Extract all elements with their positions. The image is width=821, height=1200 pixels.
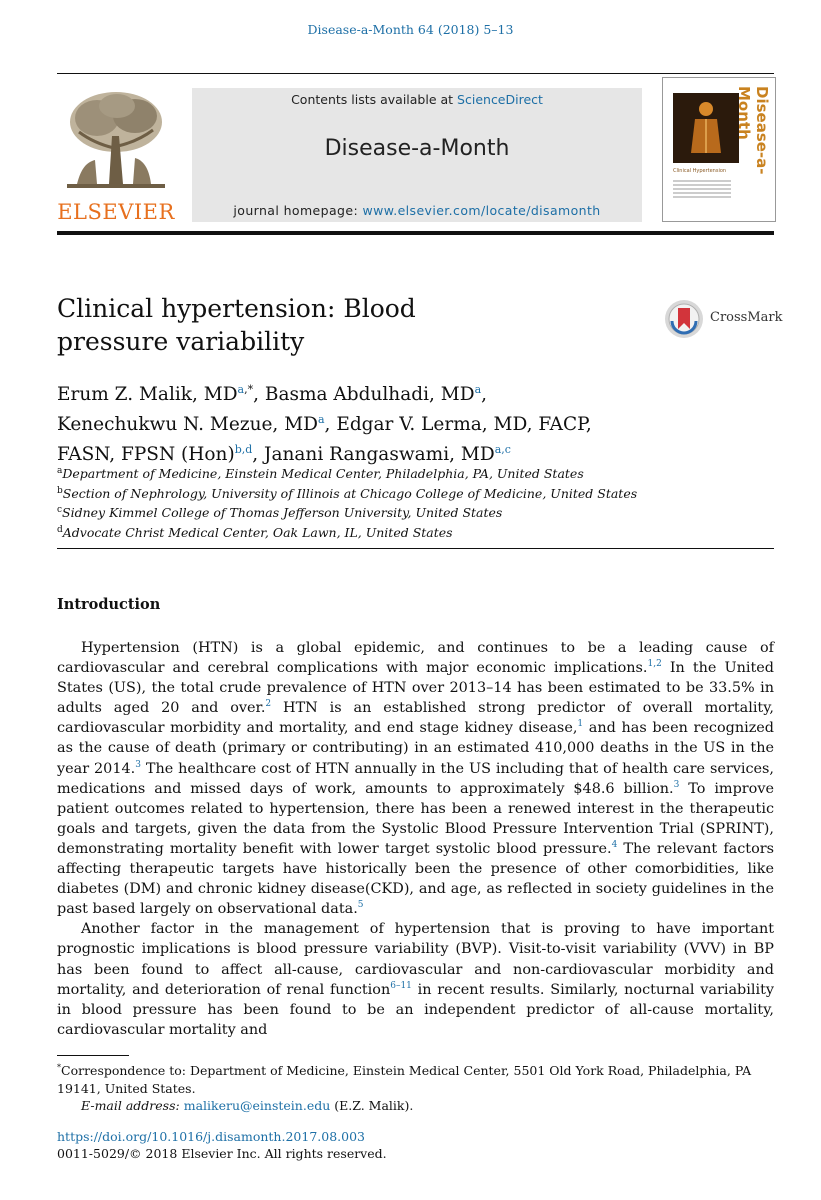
affiliation-text: Department of Medicine, Einstein Medical Center, Philadelphia, PA, United States [62,466,584,482]
elsevier-wordmark: ELSEVIER [57,200,175,224]
running-head: Disease-a-Month 64 (2018) 5–13 [307,22,514,37]
email-line [57,1097,774,1115]
cover-text-lines [673,178,731,200]
footnote-star: * [57,1063,61,1072]
affiliation-key: b [57,485,63,496]
affiliation-key: c [57,505,63,516]
citation-link[interactable]: 1,2 [647,659,662,670]
section-heading: Introduction [57,596,161,613]
citation-link[interactable]: 6–11 [390,980,412,991]
email-link[interactable]: malikeru@einstein.edu [183,1098,331,1114]
header-bottom-rule [57,231,774,235]
affiliation-key: a [57,466,63,476]
citation-link[interactable]: 3 [135,759,141,770]
author-affil-sup[interactable]: a [237,383,245,396]
body-text: The relevant factors affecting therapeutic targets have historically been the presence of other comorbidities, like diabetes (DM) and chronic kidney disease(CKD), and age, as reflected in society guidelines in the past based largely on observational data. [57,840,774,918]
email-label: E-mail address: [81,1098,180,1114]
author-name[interactable]: Basma Abdulhadi, MD [264,384,475,406]
citation-link[interactable]: 1 [577,719,584,730]
homepage-line [192,203,642,218]
cover-image [673,93,739,163]
body-text: and has been recognized as the cause of death (primary or contributing) in an estimated 410,000 deaths in the US in the year 2014. [57,720,775,777]
email-owner: (E.Z. Malik). [334,1098,414,1114]
body-text: HTN is an established strong predictor of overall mortality, cardiovascular morbidity and mortality, and end stage kidney disease, [57,700,774,737]
author-sep: , [324,414,337,436]
body-paragraph-1 [57,638,774,919]
body-text: Another factor in the management of hypertension that is proving to have important prognostic implications is blood pressure variability (BVP). Visit-to-visit variability (VVV) in BP has been found to affect all-cause, cardiovascular and non-cardiovascular morbidity and mortality, and deterioration of renal function [57,921,774,998]
crossmark-label: CrossMark [710,310,783,325]
crossmark-icon [664,299,704,339]
crossmark-badge[interactable] [664,299,783,339]
contents-prefix: Contents lists available at [291,92,454,107]
journal-banner [192,88,642,222]
author-sep: , [481,384,488,406]
elsevier-tree-icon [57,88,175,198]
citation-link[interactable]: 5 [357,900,364,911]
homepage-link[interactable]: www.elsevier.com/locate/disamonth [362,203,601,218]
journal-title: Disease-a-Month [324,136,510,161]
cover-title: Disease-a-Month [735,86,771,175]
correspondence-text: Correspondence to: Department of Medicine, Einstein Medical Center, 5501 Old York Road, Philadelphia, PA 19141, United States. [57,1063,752,1096]
body-text: in recent results. Similarly, nocturnal variability in blood pressure has been found to be an independent predictor of all-cause mortality, cardiovascular mortality and [57,981,774,1038]
sciencedirect-link[interactable]: ScienceDirect [457,92,543,107]
article-title [57,292,517,358]
author-name[interactable]: Edgar V. Lerma, MD, FACP, [336,414,592,436]
affiliation-key: d [57,524,63,535]
affiliations [57,463,777,542]
author-affil-sup[interactable]: a,c [494,443,511,457]
author-sep: , [253,384,265,406]
doi-link[interactable]: https://doi.org/10.1016/j.disamonth.2017.08.003 [57,1129,365,1144]
author-name[interactable]: Kenechukwu N. Mezue, MD [57,414,318,436]
footnote-rule [57,1055,129,1056]
body-text: To improve patient outcomes related to hypertension, there has been a renewed interest in the therapeutic goals and targets, given the data from the Systolic Blood Pressure Intervention Trial (SPRINT), demonstrating mortality benefit with lower target systolic blood pressure. [57,780,774,857]
article-title-line-1: Clinical hypertension: Blood [57,294,416,323]
body-text: Hypertension (HTN) is a global epidemic, and continues to be a leading cause of cardiovascular and cerebral complications with major economic implications. [57,640,774,677]
affiliation-text: Section of Nephrology, University of Illinois at Chicago College of Medicine, United States [62,485,638,501]
author-affil-sup[interactable]: a [317,413,325,427]
body-paragraph-2 [57,919,774,1040]
doi-block [57,1128,387,1162]
affiliation-text: Sidney Kimmel College of Thomas Jefferson University, United States [62,505,503,521]
cover-figure-icon [673,93,739,163]
author-affil-sup[interactable]: a [474,383,482,396]
article-title-line-2: pressure variability [57,327,305,356]
header-top-rule [57,73,774,74]
affiliation-item [57,522,777,542]
citation-link[interactable]: 3 [673,779,680,790]
author-name[interactable]: FASN, FPSN (Hon) [57,444,235,466]
contents-line [192,92,642,107]
author-name[interactable]: Janani Rangaswami, MD [264,444,495,466]
elsevier-logo [57,88,175,224]
journal-cover[interactable] [662,77,776,222]
homepage-prefix: journal homepage: [233,203,359,218]
author-sep: , [252,444,265,466]
corresponding-star[interactable]: ,* [244,383,254,396]
affiliation-item [57,502,777,522]
author-list [57,377,777,467]
author-name[interactable]: Erum Z. Malik, MD [57,384,238,406]
citation-link[interactable]: 2 [265,699,272,710]
affiliation-text: Advocate Christ Medical Center, Oak Lawn, IL, United States [62,525,453,541]
body-text: The healthcare cost of HTN annually in the US including that of health care services, medications and missed days of work, amounts to approximately $48.6 billion. [57,760,774,797]
footnote [57,1059,774,1115]
citation-link[interactable]: 4 [611,840,618,851]
body-text: In the United States (US), the total crude prevalence of HTN over 2013–14 has been estimated to be 33.5% in adults aged 20 and over. [57,660,774,717]
affiliation-rule [57,548,774,549]
article-body [57,638,774,1040]
copyright-line: 0011-5029/© 2018 Elsevier Inc. All rights reserved. [57,1146,387,1161]
cover-subtitle: Clinical Hypertension [673,168,727,174]
affiliation-item [57,463,777,483]
author-affil-sup[interactable]: b,d [234,443,253,457]
affiliation-item [57,483,777,503]
